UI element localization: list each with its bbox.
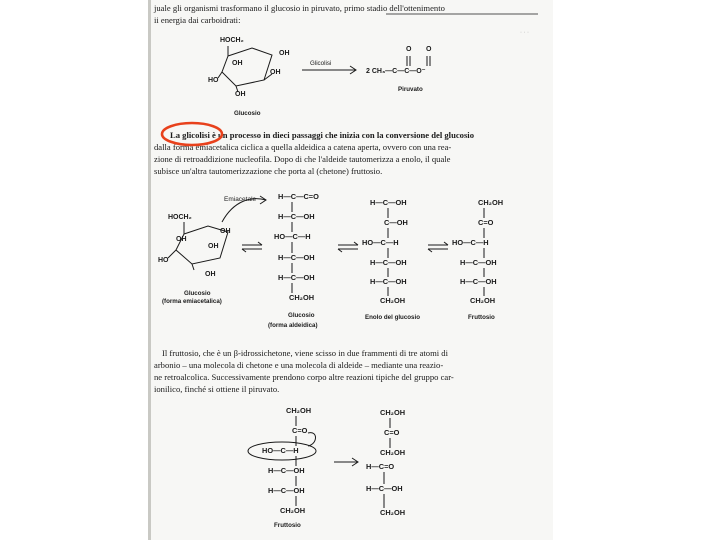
emiacetal-ring-icon — [168, 222, 228, 270]
ring-ch2oh: HOCH₂ — [168, 214, 192, 221]
ketone-row-2: C=O — [384, 428, 400, 437]
aldehyde-caption-1: Glucosio — [288, 312, 315, 319]
enol-row-2: C—OH — [384, 218, 408, 227]
enol-row-1: H—C—OH — [370, 198, 407, 207]
glicolisi-highlight: La glicolisi — [170, 130, 210, 140]
para2-line-1: Il fruttosio, che è un β-idrossichetone, viene scisso in due frammenti di tre atomi di — [162, 348, 448, 358]
pyruvate-caption: Piruvato — [398, 86, 423, 93]
fructose2-row-4: H—C—OH — [268, 466, 305, 475]
aldehyde-row-2: H—C—OH — [278, 212, 315, 221]
glucose-oh-inner: OH — [232, 60, 243, 67]
fructose1-row-3: HO—C—H — [452, 238, 489, 247]
ring-oh-2: OH — [176, 236, 187, 243]
equilibrium-arrow-2-icon — [338, 242, 358, 252]
fructose1-row-4: H—C—OH — [460, 258, 497, 267]
aldehyde-row-6: CH₂OH — [289, 293, 315, 302]
pyruvate-oxygen-2: O — [426, 46, 432, 53]
ring-caption-2: (forma emiacetalica) — [162, 298, 222, 305]
equilibrium-arrow-3-icon — [428, 242, 448, 252]
scanned-page — [148, 0, 553, 540]
bond-cleavage-ellipse-icon — [248, 442, 316, 460]
drawing-overlay — [148, 0, 553, 540]
enol-row-6: CH₂OH — [380, 296, 406, 305]
para2-line-4: ionilico, finché si ottiene il piruvato. — [154, 384, 280, 394]
glucose-ring-icon — [218, 46, 272, 92]
emiacetal-curved-arrow-icon — [222, 199, 266, 222]
glucose-caption: Glucosio — [234, 110, 261, 117]
electron-arrow-icon — [308, 433, 316, 446]
ald-frag-row-3: CH₂OH — [380, 508, 406, 517]
aldehyde-row-5: H—C—OH — [278, 273, 315, 282]
fructose2-row-3: HO—C—H — [262, 446, 299, 455]
glucose-oh-bottom: OH — [235, 91, 246, 98]
enol-row-4: H—C—OH — [370, 258, 407, 267]
para2-line-2: arbonio – una molecola di chetone e una molecola di aldeide – mediante una reazio- — [154, 360, 444, 370]
glucose-ho-left: HO — [208, 77, 219, 84]
para1-line-2: dalla forma emiacetalica ciclica a quella aldeidica a catena aperta, ovvero con una rea- — [154, 142, 452, 152]
ring-oh-3: OH — [208, 243, 219, 250]
fructose2-row-1: CH₂OH — [286, 406, 312, 415]
equilibrium-arrow-1-icon — [242, 242, 262, 252]
fructose2-row-6: CH₂OH — [280, 506, 306, 515]
para1-line-1-rest: è un processo in dieci passaggi che inizia con la conversione del glucosio — [212, 130, 474, 140]
enol-caption: Enolo del glucosio — [365, 314, 421, 321]
red-annotation-circle-icon — [162, 123, 222, 145]
fructose1-row-2: C=O — [478, 218, 494, 227]
para1-line-4: subisce un'altra tautomerizzazione che porta al (chetone) fruttosio. — [154, 166, 383, 176]
enol-row-5: H—C—OH — [370, 277, 407, 286]
ketone-row-3: CH₂OH — [380, 448, 406, 457]
fragment-backbone-icon — [384, 418, 390, 508]
glucose-oh-mid: OH — [270, 69, 281, 76]
aldehyde-caption-2: (forma aldeidica) — [268, 322, 318, 329]
aldehyde-row-3: HO—C—H — [274, 232, 311, 241]
glucose-oh-right: OH — [279, 50, 290, 57]
ketone-row-1: CH₂OH — [380, 408, 406, 417]
aldehyde-row-1: H—C—C=O — [278, 192, 319, 201]
enol-row-3: HO—C—H — [362, 238, 399, 247]
ring-oh-4: OH — [205, 271, 216, 278]
intro-line-2: ii energia dai carboidrati: — [154, 15, 241, 25]
pyruvate-formula: 2 CH₃—C—C—O⁻ — [366, 68, 426, 75]
ring-oh-1: OH — [220, 228, 231, 235]
glucose-ch2oh: HOCH₂ — [220, 37, 244, 44]
fructose2-caption: Fruttosio — [274, 522, 301, 529]
fructose1-row-1: CH₂OH — [478, 198, 504, 207]
ald-frag-row-1: H—C=O — [366, 462, 395, 471]
intro-line-1: juale gli organismi trasformano il glucosio in piruvato, primo stadio dell'ottenimento — [154, 3, 445, 13]
aldehyde-row-4: H—C—OH — [278, 253, 315, 262]
fructose2-row-2: C=O — [292, 426, 308, 435]
ald-frag-row-2: H—C—OH — [366, 484, 403, 493]
ring-caption-1: Glucosio — [184, 290, 211, 297]
emiacetale-label: Emiacetale — [224, 196, 257, 203]
glycolysis-arrow-label: Glicolisi — [310, 60, 332, 67]
ring-ho: HO — [158, 257, 169, 264]
para1-line-3: zione di retroaddizione nucleofila. Dopo di che l'aldeide tautomerizza a enolo, il quale — [154, 154, 451, 164]
fructose1-row-5: H—C—OH — [460, 277, 497, 286]
scan-edge — [148, 0, 151, 540]
bleed-through-mark: · · · — [520, 30, 529, 36]
fructose1-row-6: CH₂OH — [470, 296, 496, 305]
fructose2-row-5: H—C—OH — [268, 486, 305, 495]
fructose1-caption: Fruttosio — [468, 314, 495, 321]
para2-line-3: ne retroalcolica. Successivamente prendono corpo altre reazioni tipiche del gruppo car- — [154, 372, 454, 382]
pyruvate-oxygen-1: O — [406, 46, 412, 53]
